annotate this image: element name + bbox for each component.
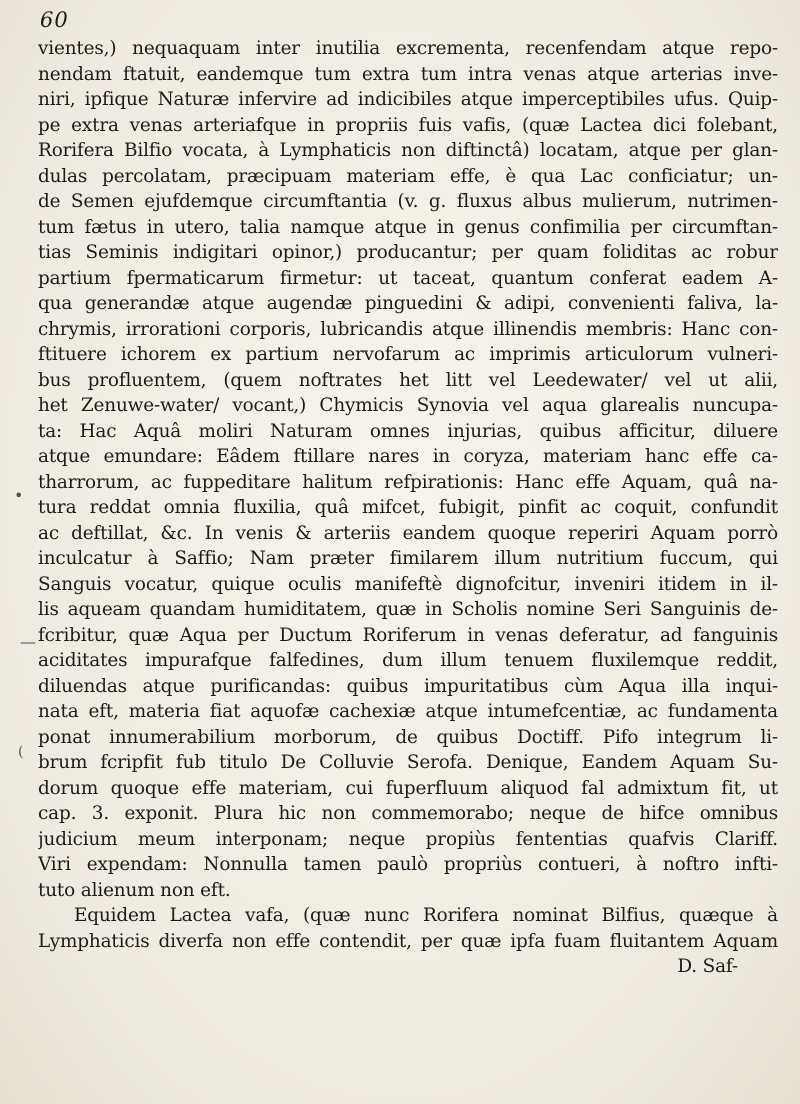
text-line: dorum quoque effe materiam, cui fuperfluum aliquod fal admixtum fit, ut [38,777,778,799]
catchword: D. Saf- [677,956,738,977]
text-line: Viri expendam: Nonnulla tamen paulò propriùs contueri, à noftro infti- [38,854,778,875]
text-line: brum fcripfit fub titulo De Colluvie Serofa. Denique, Eandem Aquam Su- [38,752,778,773]
text-line: tharrorum, ac fuppeditare halitum refpirationis: Hanc effe Aquam, quâ na- [38,471,778,493]
text-line: de Semen ejufdemque circumftantia (v. g. fluxus albus mulierum, nutrimen- [38,191,778,212]
margin-mark: ( [18,744,24,760]
text-line: Rorifera Bilfio vocata, à Lymphaticis non diftinctâ) locatam, atque per glan- [38,140,778,161]
body-text [38,36,778,980]
text-line: aciditates impurafque falfedines, dum illum tenuem fluxilemque reddit, [38,650,778,671]
text-line: ftituere ichorem ex partium nervofarum ac imprimis articulorum vulneri- [38,344,778,365]
text-line: diluendas atque purificandas: quibus impuritatibus cùm Aqua illa inqui- [38,675,778,697]
text-line: Equidem Lactea vafa, (quæ nunc Rorifera nominat Bilfius, quæque à [74,905,778,926]
text-line: chrymis, irrorationi corporis, lubricandis atque illinendis membris: Hanc con- [38,318,778,340]
text-line: ac deftillat, &c. In venis & arteriis eandem quoque reperiri Aquam porrò [38,522,778,544]
text-line: qua generandæ atque augendæ pinguedini & adipi, convenienti faliva, la- [38,293,778,314]
text-line: judicium meum interponam; neque propiùs fententias quafvis Clariff. [38,828,778,850]
text-line: ta: Hac Aquâ moliri Naturam omnes injurias, quibus afficitur, diluere [38,420,778,442]
text-line: tura reddat omnia fluxilia, quâ mifcet, fubigit, pinfit ac coquit, confundit [38,497,778,518]
text-line: Sanguis vocatur, quique oculis manifeftè dignofcitur, inveniri itidem in il- [38,573,778,595]
text-line: vientes,) nequaquam inter inutilia excrementa, recenfendam atque repo- [38,38,778,59]
margin-mark: • [14,486,24,505]
text-line: het Zenuwe-water/ vocant,) Chymicis Synovia vel aqua glarealis nuncupa- [38,395,778,416]
text-line: tuto alienum non eft. [38,879,231,901]
margin-mark: — [20,632,36,651]
text-line: nendam ftatuit, eandemque tum extra tum intra venas atque arterias inve- [38,63,778,85]
text-line: nata eft, materia fiat aquofæ cachexiæ atque intumefcentiæ, ac fundamenta [38,701,778,722]
text-line: ponat innumerabilium morborum, de quibus Doctiff. Pifo integrum li- [38,726,778,748]
text-line: bus profluentem, (quem noftrates het litt vel Leedewater/ vel ut alii, [38,369,778,391]
text-line: cap. 3. exponit. Plura hic non commemorabo; neque de hifce omnibus [38,803,778,824]
text-line: inculcatur à Saffio; Nam præter fimilarem illum nutritium fuccum, qui [38,548,778,569]
text-line: niri, ipfique Naturæ infervire ad indicibiles atque imperceptibiles ufus. Quip- [38,89,778,110]
text-line: lis aqueam quandam humiditatem, quæ in Scholis nomine Seri Sanguinis de- [38,599,778,620]
text-line: tum fætus in utero, talia namque atque in genus confimilia per circumftan- [38,216,778,238]
page-number: 60 [40,8,69,32]
text-line: atque emundare: Eâdem ftillare nares in coryza, materiam hanc effe ca- [38,446,778,467]
text-line: tias Seminis indigitari opinor,) producantur; per quam foliditas ac robur [38,242,778,263]
text-line: pe extra venas arteriafque in propriis fuis vafis, (quæ Lactea dici folebant, [38,114,778,136]
text-line: dulas percolatam, præcipuam materiam effe, è qua Lac conficiatur; un- [38,165,778,187]
text-line: partium fpermaticarum firmetur: ut taceat, quantum conferat eadem A- [38,267,778,289]
text-line: Lymphaticis diverfa non effe contendit, per quæ ipfa fuam fluitantem Aquam [38,930,778,952]
text-line: fcribitur, quæ Aqua per Ductum Roriferum in venas deferatur, ad fanguinis [38,624,778,646]
